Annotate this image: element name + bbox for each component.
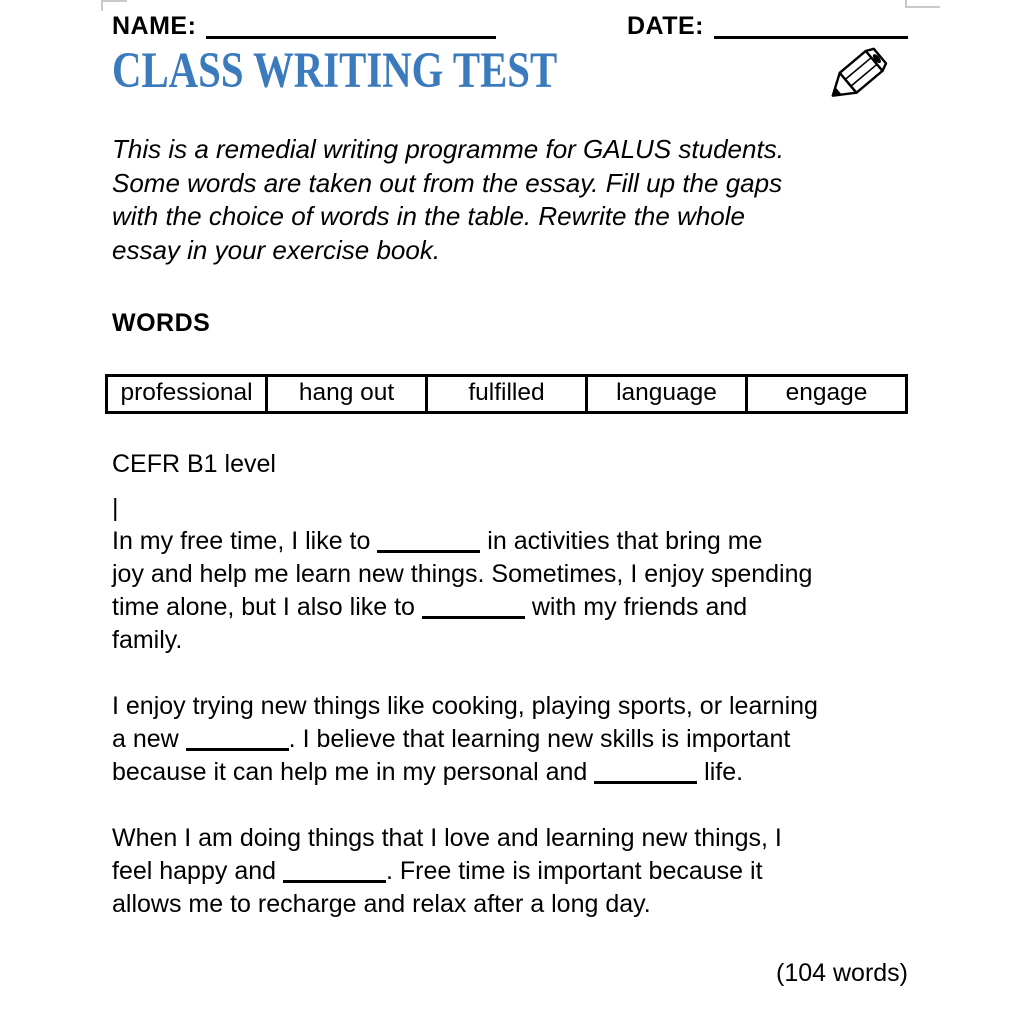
- name-label: NAME:: [112, 12, 197, 40]
- essay-paragraph: When I am doing things that I love and learning new things, I feel happy and . Free time is important because it allows me to recharge and relax after a long day.: [112, 824, 782, 918]
- word-bank-table: [105, 374, 908, 414]
- word-bank-row: [107, 376, 907, 413]
- level-label: CEFR B1 level: [112, 450, 276, 478]
- fill-in-blank[interactable]: [283, 860, 386, 883]
- date-field: [627, 10, 908, 39]
- pencil-icon: [818, 43, 892, 116]
- word-count-note: (104 words): [776, 959, 908, 987]
- header-row: [112, 10, 908, 39]
- text-cursor: |: [112, 494, 119, 522]
- crop-artifact-right: [905, 0, 940, 8]
- word-bank-cell: fulfilled: [427, 376, 587, 413]
- word-bank-cell: engage: [747, 376, 907, 413]
- title-row: [112, 45, 908, 111]
- essay-paragraph: I enjoy trying new things like cooking, playing sports, or learning a new . I believe that learning new skills is important because it can help me in my personal and life.: [112, 692, 818, 786]
- name-field: [112, 10, 496, 39]
- fill-in-blank[interactable]: [422, 596, 525, 619]
- essay-paragraph: In my free time, I like to in activities that bring me joy and help me learn new things. Sometimes, I enjoy spending time alone, but I also like to with my friends and family.: [112, 527, 813, 654]
- word-bank-cell: language: [587, 376, 747, 413]
- intro-paragraph: This is a remedial writing programme for GALUS students. Some words are taken out from the essay. Fill up the gaps with the choice of words in the table. Rewrite the whole essay in your exercise book.: [112, 134, 784, 265]
- fill-in-blank[interactable]: [594, 761, 697, 784]
- page-title: CLASS WRITING TEST: [112, 43, 558, 99]
- words-heading: WORDS: [112, 309, 211, 337]
- date-fill-line[interactable]: [714, 10, 908, 39]
- date-label: DATE:: [626, 12, 704, 40]
- word-bank-cell: hang out: [267, 376, 427, 413]
- name-fill-line[interactable]: [206, 10, 496, 39]
- fill-in-blank[interactable]: [186, 728, 289, 751]
- fill-in-blank[interactable]: [377, 530, 480, 553]
- word-bank-cell: professional: [107, 376, 267, 413]
- crop-artifact-left: [101, 0, 127, 11]
